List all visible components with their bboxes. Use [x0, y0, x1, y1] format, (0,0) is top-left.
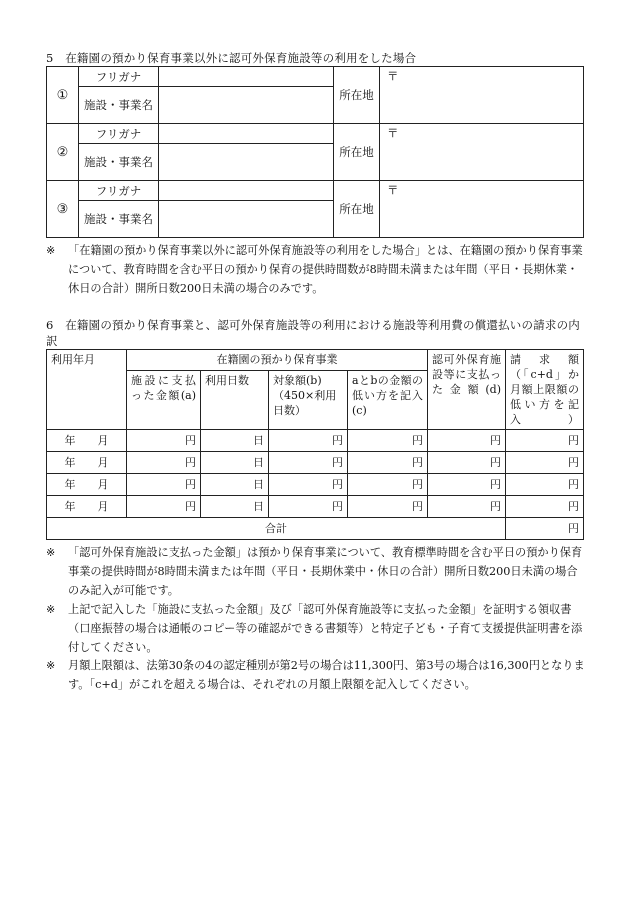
header-c: aとbの金額の低い方を記入(c) — [348, 370, 428, 430]
note-mark: ※ — [46, 546, 56, 559]
facility-name-field[interactable] — [159, 87, 334, 124]
amount-a-cell[interactable]: 円 — [127, 496, 201, 518]
furigana-label: フリガナ — [79, 124, 159, 144]
amount-a-cell[interactable]: 円 — [127, 452, 201, 474]
days-cell[interactable]: 日 — [201, 496, 269, 518]
total-row — [47, 518, 584, 540]
note-mark: ※ — [46, 244, 56, 257]
year-month-cell[interactable]: 年 月 — [47, 474, 127, 496]
header-group: 在籍園の預かり保育事業 — [127, 350, 428, 371]
table-row — [47, 430, 584, 452]
amount-c-cell[interactable]: 円 — [348, 452, 428, 474]
claim-cell[interactable]: 円 — [506, 452, 584, 474]
claim-cell[interactable]: 円 — [506, 474, 584, 496]
table-row — [47, 474, 584, 496]
header-month: 利用年月 — [47, 350, 127, 430]
claim-cell[interactable]: 円 — [506, 496, 584, 518]
amount-d-cell[interactable]: 円 — [428, 496, 506, 518]
note-mark: ※ — [46, 659, 56, 672]
amount-a-cell[interactable]: 円 — [127, 430, 201, 452]
note-text: 「在籍園の預かり保育事業以外に認可外保育施設等の利用をした場合」とは、在籍園の預かり保育事業について、教育時間を含む平日の預かり保育の提供時間数が8時間未満または年間（平日・長期休業・休日の合計）開所日数200日未満の場合のみです。 — [68, 244, 583, 295]
furigana-label: フリガナ — [79, 67, 159, 87]
amount-d-cell[interactable]: 円 — [428, 430, 506, 452]
header-days: 利用日数 — [201, 370, 269, 430]
amount-c-cell[interactable]: 円 — [348, 496, 428, 518]
amount-a-cell[interactable]: 円 — [127, 474, 201, 496]
address-field[interactable] — [380, 181, 584, 238]
facility-name-field[interactable] — [159, 144, 334, 181]
table-row — [47, 496, 584, 518]
note-text: 月額上限額は、法第30条の4の認定種別が第2号の場合は11,300円、第3号の場合は16,300円となります。「c+d」がこれを超える場合は、それぞれの月額上限額を記入してください。 — [68, 659, 585, 691]
furigana-field[interactable] — [159, 181, 334, 201]
section6-title: 6 在籍園の預かり保育事業と、認可外保育施設等の利用における施設等利用費の償還払いの請求の内訳 — [46, 318, 581, 348]
header-a: 施設に支払った金額(a) — [127, 370, 201, 430]
facility-name-field[interactable] — [159, 201, 334, 238]
note-text: 「認可外保育施設に支払った金額」は預かり保育事業について、教育標準時間を含む平日の預かり保育事業の提供時間が8時間未満または年間（平日・長期休業中・休日の合計）開所日数200日未満の場合のみ記入が可能です。 — [68, 546, 583, 597]
amount-c-cell[interactable]: 円 — [348, 430, 428, 452]
header-d: 認可外保育施設等に支払った金額(d) — [428, 350, 506, 430]
postal-mark: 〒 — [387, 126, 399, 140]
postal-mark: 〒 — [387, 183, 399, 197]
total-label: 合計 — [47, 518, 506, 540]
section6-note-1 — [46, 543, 586, 600]
amount-d-cell[interactable]: 円 — [428, 452, 506, 474]
amount-b-cell[interactable]: 円 — [269, 452, 348, 474]
facility-name-label: 施設・事業名 — [79, 144, 159, 181]
days-cell[interactable]: 日 — [201, 452, 269, 474]
facility-name-label: 施設・事業名 — [79, 87, 159, 124]
amount-b-cell[interactable]: 円 — [269, 496, 348, 518]
section6-note-2 — [46, 600, 586, 657]
section5-note — [46, 241, 586, 298]
amount-b-cell[interactable]: 円 — [269, 430, 348, 452]
address-label: 所在地 — [334, 181, 380, 238]
section6-table — [46, 349, 584, 540]
header-b: 対象額(b)（450×利用日数） — [269, 370, 348, 430]
days-cell[interactable]: 日 — [201, 430, 269, 452]
furigana-field[interactable] — [159, 67, 334, 87]
address-label: 所在地 — [334, 124, 380, 181]
address-label: 所在地 — [334, 67, 380, 124]
facility-number: ① — [47, 67, 79, 124]
table-row — [47, 452, 584, 474]
section6-note-3 — [46, 656, 586, 694]
address-field[interactable] — [380, 67, 584, 124]
amount-c-cell[interactable]: 円 — [348, 474, 428, 496]
address-field[interactable] — [380, 124, 584, 181]
facility-number: ② — [47, 124, 79, 181]
claim-cell[interactable]: 円 — [506, 430, 584, 452]
amount-d-cell[interactable]: 円 — [428, 474, 506, 496]
year-month-cell[interactable]: 年 月 — [47, 452, 127, 474]
year-month-cell[interactable]: 年 月 — [47, 430, 127, 452]
facility-number: ③ — [47, 181, 79, 238]
furigana-label: フリガナ — [79, 181, 159, 201]
note-mark: ※ — [46, 603, 56, 616]
section5-title: 5 在籍園の預かり保育事業以外に認可外保育施設等の利用をした場合 — [46, 51, 417, 65]
days-cell[interactable]: 日 — [201, 474, 269, 496]
header-claim: 請求額（「c+d」か月額上限額の低い方を記入） — [506, 350, 584, 430]
note-text: 上記で記入した「施設に支払った金額」及び「認可外保育施設等に支払った金額」を証明する領収書（口座振替の場合は通帳のコピー等の確認ができる書類等）と特定子ども・子育て支援提供証明書を添付してください。 — [68, 603, 583, 654]
total-claim-cell[interactable]: 円 — [506, 518, 584, 540]
amount-b-cell[interactable]: 円 — [269, 474, 348, 496]
postal-mark: 〒 — [387, 69, 399, 83]
section5-table — [46, 66, 584, 238]
furigana-field[interactable] — [159, 124, 334, 144]
year-month-cell[interactable]: 年 月 — [47, 496, 127, 518]
facility-name-label: 施設・事業名 — [79, 201, 159, 238]
